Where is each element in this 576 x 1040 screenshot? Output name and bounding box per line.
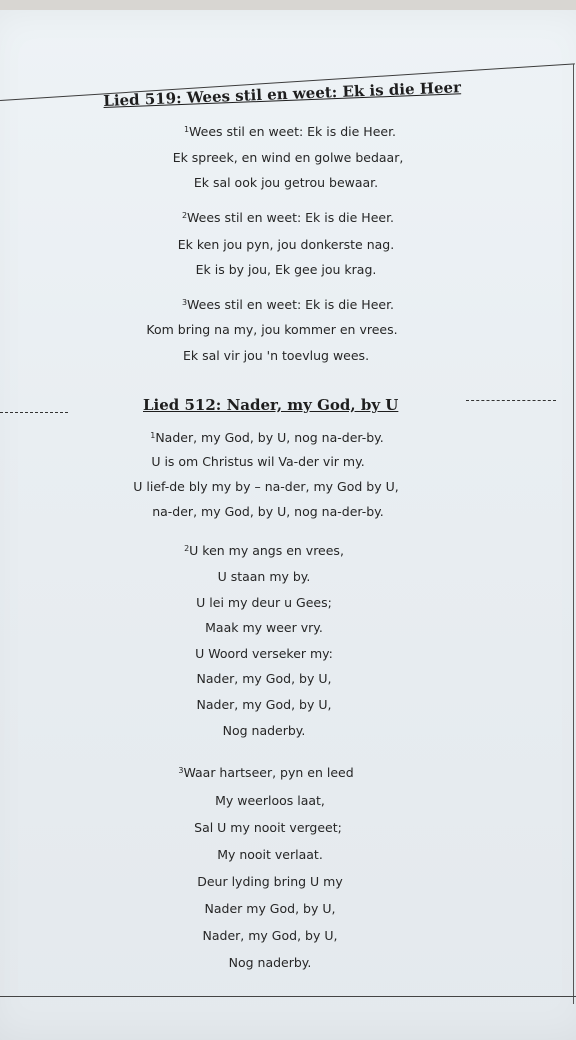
verse-1-line-3: Ek sal ook jou getrou bewaar. xyxy=(193,175,379,190)
song-title-519: Lied 519: Wees stil en weet: Ek is die Heer xyxy=(103,78,462,110)
verse-number: 2 xyxy=(184,544,190,553)
song2-verse-3-line-4: My nooit verlaat. xyxy=(217,847,323,862)
verse-number: 1 xyxy=(150,431,156,440)
verse-number: 1 xyxy=(183,125,190,134)
song2-verse-2-line-6: Nader, my God, by U, xyxy=(196,671,332,686)
song2-verse-3-line-8: Nog naderby. xyxy=(228,955,312,970)
song2-verse-3-line-1: $^3$Waar hartseer, pyn en leed xyxy=(178,765,354,780)
song2-verse-1-line-1: $^1$Nader, my God, by U, nog na-der-by. xyxy=(150,430,384,445)
verse-2-line-3: Ek is by jou, Ek gee jou krag. xyxy=(195,262,377,277)
verse-number: 3 xyxy=(181,298,188,307)
song2-verse-2-line-8: Nog naderby. xyxy=(222,723,306,738)
song2-verse-2-line-4: Maak my weer vry. xyxy=(205,620,323,635)
verse-3-line-3: Ek sal vir jou 'n toevlug wees. xyxy=(182,348,370,363)
verse-1-line-1: $^1$Wees stil en weet: Ek is die Heer. xyxy=(183,124,397,139)
verse-3-line-1: $^3$Wees stil en weet: Ek is die Heer. xyxy=(181,297,395,312)
verse-1-line-2: Ek spreek, en wind en golwe bedaar, xyxy=(172,150,404,165)
verse-3-line-2: Kom bring na my, jou kommer en vrees. xyxy=(146,322,398,337)
verse-number: 3 xyxy=(178,766,184,775)
song2-verse-2-line-3: U lei my deur u Gees; xyxy=(196,595,332,610)
verse-number: 2 xyxy=(181,211,188,220)
separator-left xyxy=(0,412,68,413)
song2-verse-3-line-2: My weerloos laat, xyxy=(215,793,325,808)
song-title-512: Lied 512: Nader, my God, by U xyxy=(143,396,399,414)
song2-verse-2-line-2: U staan my by. xyxy=(217,569,311,584)
song2-verse-3-line-5: Deur lyding bring U my xyxy=(197,874,343,889)
song2-verse-3-line-3: Sal U my nooit vergeet; xyxy=(194,820,342,835)
song2-verse-2-line-7: Nader, my God, by U, xyxy=(196,697,332,712)
song2-verse-1-line-2: U is om Christus wil Va-der vir my. xyxy=(151,454,365,469)
song2-verse-2-line-5: U Woord verseker my: xyxy=(195,646,333,661)
song2-verse-1-line-3: U lief-de bly my by – na-der, my God by U, xyxy=(133,479,399,494)
verse-2-line-1: $^2$Wees stil en weet: Ek is die Heer. xyxy=(181,210,395,225)
verse-2-line-2: Ek ken jou pyn, jou donkerste nag. xyxy=(177,237,395,252)
separator-right xyxy=(466,400,556,401)
song2-verse-1-line-4: na-der, my God, by U, nog na-der-by. xyxy=(152,504,384,519)
song2-verse-3-line-6: Nader my God, by U, xyxy=(204,901,336,916)
song2-verse-3-line-7: Nader, my God, by U, xyxy=(202,928,338,943)
song2-verse-2-line-1: $^2$U ken my angs en vrees, xyxy=(184,543,344,558)
